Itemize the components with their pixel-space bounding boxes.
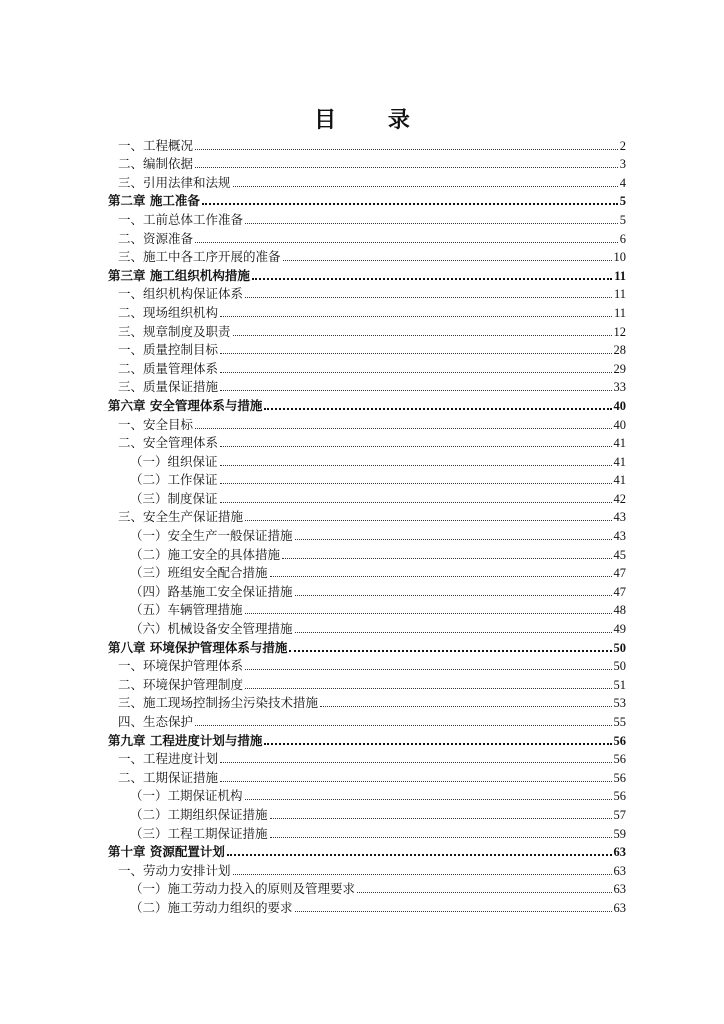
toc-dot-leader — [195, 241, 618, 243]
toc-entry[interactable] — [108, 341, 626, 360]
toc-dot-leader — [245, 668, 611, 670]
toc-entry-text: （二）施工劳动力组织的要求 — [130, 899, 293, 915]
toc-page-number: 59 — [613, 826, 626, 841]
toc-page-number: 41 — [613, 473, 626, 488]
toc-dot-leader — [220, 501, 612, 503]
toc-entry-text: 二、编制依据 — [118, 156, 194, 172]
toc-page-number: 45 — [613, 547, 626, 562]
toc-entry-text: 第十章 资源配置计划 — [108, 844, 225, 860]
toc-entry[interactable] — [108, 452, 626, 471]
toc-entry-text: 三、安全生产保证措施 — [118, 509, 244, 525]
toc-dot-leader — [220, 482, 612, 484]
toc-page-number: 6 — [619, 231, 626, 246]
toc-entry-text: 三、施工现场控制扬尘污染技术措施 — [118, 695, 319, 711]
toc-dot-leader — [252, 277, 612, 280]
toc-entry[interactable] — [108, 675, 626, 694]
toc-dot-leader — [289, 649, 611, 652]
toc-chapter-entry[interactable] — [108, 731, 626, 750]
toc-entry[interactable] — [108, 564, 626, 583]
toc-dot-leader — [295, 910, 612, 912]
toc-entry[interactable] — [108, 322, 626, 341]
toc-dot-leader — [282, 557, 611, 559]
toc-entry[interactable] — [108, 768, 626, 787]
toc-entry-text: 一、环境保护管理体系 — [118, 658, 244, 674]
toc-page-number: 3 — [619, 157, 626, 172]
toc-dot-leader — [227, 853, 612, 856]
toc-dot-leader — [320, 705, 611, 707]
toc-page-number: 4 — [619, 175, 626, 190]
toc-entry-text: （一）安全生产一般保证措施 — [130, 528, 293, 544]
toc-page-number: 63 — [613, 882, 626, 897]
toc-entry-text: 一、工程进度计划 — [118, 751, 219, 767]
toc-entry[interactable] — [108, 824, 626, 843]
toc-entry-text: （一）施工劳动力投入的原则及管理要求 — [130, 881, 356, 897]
toc-page-number: 56 — [613, 789, 626, 804]
toc-entry-text: 第八章 环境保护管理体系与措施 — [108, 639, 288, 655]
toc-entry[interactable] — [108, 303, 626, 322]
toc-entry-text: 二、工期保证措施 — [118, 769, 219, 785]
toc-entry[interactable] — [108, 471, 626, 490]
toc-entry-text: （二）施工安全的具体措施 — [130, 546, 281, 562]
toc-dot-leader — [233, 185, 618, 187]
toc-entry-text: 第三章 施工组织机构措施 — [108, 267, 250, 283]
toc-page-number: 11 — [614, 268, 626, 283]
toc-entry[interactable] — [108, 136, 626, 155]
toc-entry-text: 二、资源准备 — [118, 230, 194, 246]
toc-dot-leader — [220, 315, 612, 317]
toc-page-number: 10 — [613, 250, 626, 265]
toc-entry[interactable] — [108, 657, 626, 676]
toc-page-number: 49 — [613, 622, 626, 637]
toc-page-number: 5 — [619, 194, 626, 209]
toc-entry[interactable] — [108, 359, 626, 378]
toc-entry-text: （六）机械设备安全管理措施 — [130, 621, 293, 637]
toc-entry-text: （二）工作保证 — [130, 472, 218, 488]
toc-page-number: 53 — [613, 696, 626, 711]
toc-entry-text: 第九章 工程进度计划与措施 — [108, 732, 263, 748]
toc-page-number: 47 — [613, 584, 626, 599]
toc-entry-text: （一）工期保证机构 — [130, 788, 243, 804]
toc-dot-leader — [202, 202, 618, 205]
toc-entry-text: 一、组织机构保证体系 — [118, 286, 244, 302]
toc-entry-text: （三）制度保证 — [130, 490, 218, 506]
toc-page-number: 28 — [613, 343, 626, 358]
toc-entry-text: 二、现场组织机构 — [118, 304, 219, 320]
toc-page-number: 63 — [613, 863, 626, 878]
toc-entry-text: （一）组织保证 — [130, 453, 218, 469]
toc-entry-text: 四、生态保护 — [118, 714, 194, 729]
toc-entry[interactable] — [108, 415, 626, 434]
toc-dot-leader — [264, 742, 611, 745]
toc-page-number: 11 — [613, 287, 626, 302]
toc-entry-text: 一、工程概况 — [118, 137, 194, 153]
toc-dot-leader — [245, 519, 611, 521]
toc-page-number: 56 — [613, 733, 626, 748]
toc-entry[interactable] — [108, 489, 626, 508]
toc-entry-text: 一、安全目标 — [118, 416, 194, 432]
toc-entry-text: 三、规章制度及职责 — [118, 323, 231, 339]
toc-entry-text: 二、安全管理体系 — [118, 435, 219, 451]
toc-page-number: 50 — [613, 640, 626, 655]
toc-dot-leader — [245, 798, 612, 800]
toc-entry-text: 三、引用法律和法规 — [118, 174, 231, 190]
toc-page-number: 11 — [613, 305, 626, 320]
toc-dot-leader — [195, 427, 611, 429]
toc-entry[interactable] — [108, 787, 626, 806]
toc-entry[interactable] — [108, 694, 626, 713]
toc-entry-text: 一、工前总体工作准备 — [118, 211, 244, 227]
toc-title: 目 录 — [314, 107, 432, 133]
toc-dot-leader — [264, 407, 611, 410]
toc-page-number: 2 — [619, 138, 626, 153]
toc-dot-leader — [220, 464, 612, 466]
toc-entry[interactable] — [108, 229, 626, 248]
toc-chapter-entry[interactable] — [108, 843, 626, 862]
toc-entry-text: （三）工程工期保证措施 — [130, 825, 268, 841]
toc-dot-leader — [245, 612, 612, 614]
toc-entry-text: 三、施工中各工序开展的准备 — [118, 249, 281, 265]
toc-entry[interactable] — [108, 508, 626, 527]
toc-entry[interactable] — [108, 173, 626, 192]
toc-entry[interactable] — [108, 248, 626, 267]
toc-dot-leader — [233, 873, 612, 875]
toc-page-number: 63 — [613, 900, 626, 915]
toc-dot-leader — [295, 594, 612, 596]
toc-page-number: 41 — [613, 436, 626, 451]
toc-dot-leader — [245, 296, 612, 298]
toc-page-number: 43 — [613, 510, 626, 525]
toc-entry-text: 一、质量控制目标 — [118, 342, 219, 358]
toc-page-number: 48 — [613, 603, 626, 618]
toc-dot-leader — [283, 259, 612, 261]
toc-entry[interactable] — [108, 210, 626, 229]
toc-entry-text: 二、质量管理体系 — [118, 360, 219, 376]
toc-page-number: 56 — [613, 752, 626, 767]
toc-entry[interactable] — [108, 750, 626, 769]
toc-entry-text: （二）工期组织保证措施 — [130, 806, 268, 822]
toc-page-number: 63 — [613, 845, 626, 860]
toc-entry[interactable] — [108, 712, 626, 731]
toc-dot-leader — [270, 836, 612, 838]
toc-page-number: 5 — [619, 212, 626, 227]
toc-entry-text: （四）路基施工安全保证措施 — [130, 583, 293, 599]
toc-page-number: 57 — [613, 807, 626, 822]
toc-dot-leader — [270, 575, 612, 577]
toc-dot-leader — [220, 761, 611, 763]
toc-entry-text: （五）车辆管理措施 — [130, 602, 243, 618]
toc-entry[interactable] — [108, 880, 626, 899]
toc-dot-leader — [245, 222, 618, 224]
toc-entry[interactable] — [108, 805, 626, 824]
toc-entry[interactable] — [108, 434, 626, 453]
toc-page-number: 43 — [613, 529, 626, 544]
toc-entry-text: 第二章 施工准备 — [108, 193, 200, 209]
toc-dot-leader — [245, 687, 611, 689]
toc-page-number: 40 — [613, 417, 626, 432]
toc-entry-text: 一、劳动力安排计划 — [118, 862, 231, 878]
toc-entry[interactable] — [108, 545, 626, 564]
toc-page-number: 41 — [613, 454, 626, 469]
toc-entry[interactable] — [108, 601, 626, 620]
toc-dot-leader — [195, 166, 618, 168]
toc-chapter-entry[interactable] — [108, 266, 626, 285]
toc-dot-leader — [220, 445, 611, 447]
toc-chapter-entry[interactable] — [108, 396, 626, 415]
toc-dot-leader — [195, 148, 618, 150]
toc-dot-leader — [220, 371, 611, 373]
toc-page-number: 51 — [613, 677, 626, 692]
toc-dot-leader — [220, 389, 611, 391]
toc-entry-text: 三、质量保证措施 — [118, 379, 219, 395]
toc-entry-text: 二、环境保护管理制度 — [118, 676, 244, 692]
toc-entry[interactable] — [108, 898, 626, 917]
toc-entry-text: 第六章 安全管理体系与措施 — [108, 397, 263, 413]
toc-chapter-entry[interactable] — [108, 192, 626, 211]
toc-page-number: 55 — [613, 715, 626, 729]
toc-chapter-entry[interactable] — [108, 638, 626, 657]
toc-page-number: 12 — [613, 324, 626, 339]
toc-entry[interactable] — [108, 378, 626, 397]
toc-page-number: 29 — [613, 361, 626, 376]
toc-dot-leader — [233, 334, 612, 336]
toc-entry[interactable] — [108, 285, 626, 304]
toc-page-number: 47 — [613, 566, 626, 581]
toc-dot-leader — [220, 352, 611, 354]
toc-entry[interactable] — [108, 861, 626, 880]
toc-entry[interactable] — [108, 526, 626, 545]
toc-page-number: 33 — [613, 380, 626, 395]
toc-page-number: 50 — [613, 659, 626, 674]
toc-page-number: 40 — [613, 398, 626, 413]
toc-list — [108, 136, 626, 917]
toc-page-number: 42 — [613, 491, 626, 506]
toc-page-number: 56 — [613, 770, 626, 785]
toc-dot-leader — [270, 817, 612, 819]
toc-entry[interactable] — [108, 582, 626, 601]
toc-dot-leader — [357, 891, 611, 893]
toc-dot-leader — [295, 631, 612, 633]
toc-dot-leader — [295, 538, 612, 540]
toc-dot-leader — [220, 780, 611, 782]
toc-entry[interactable] — [108, 619, 626, 638]
toc-entry[interactable] — [108, 155, 626, 174]
toc-entry-text: （三）班组安全配合措施 — [130, 565, 268, 581]
toc-dot-leader — [195, 724, 611, 726]
